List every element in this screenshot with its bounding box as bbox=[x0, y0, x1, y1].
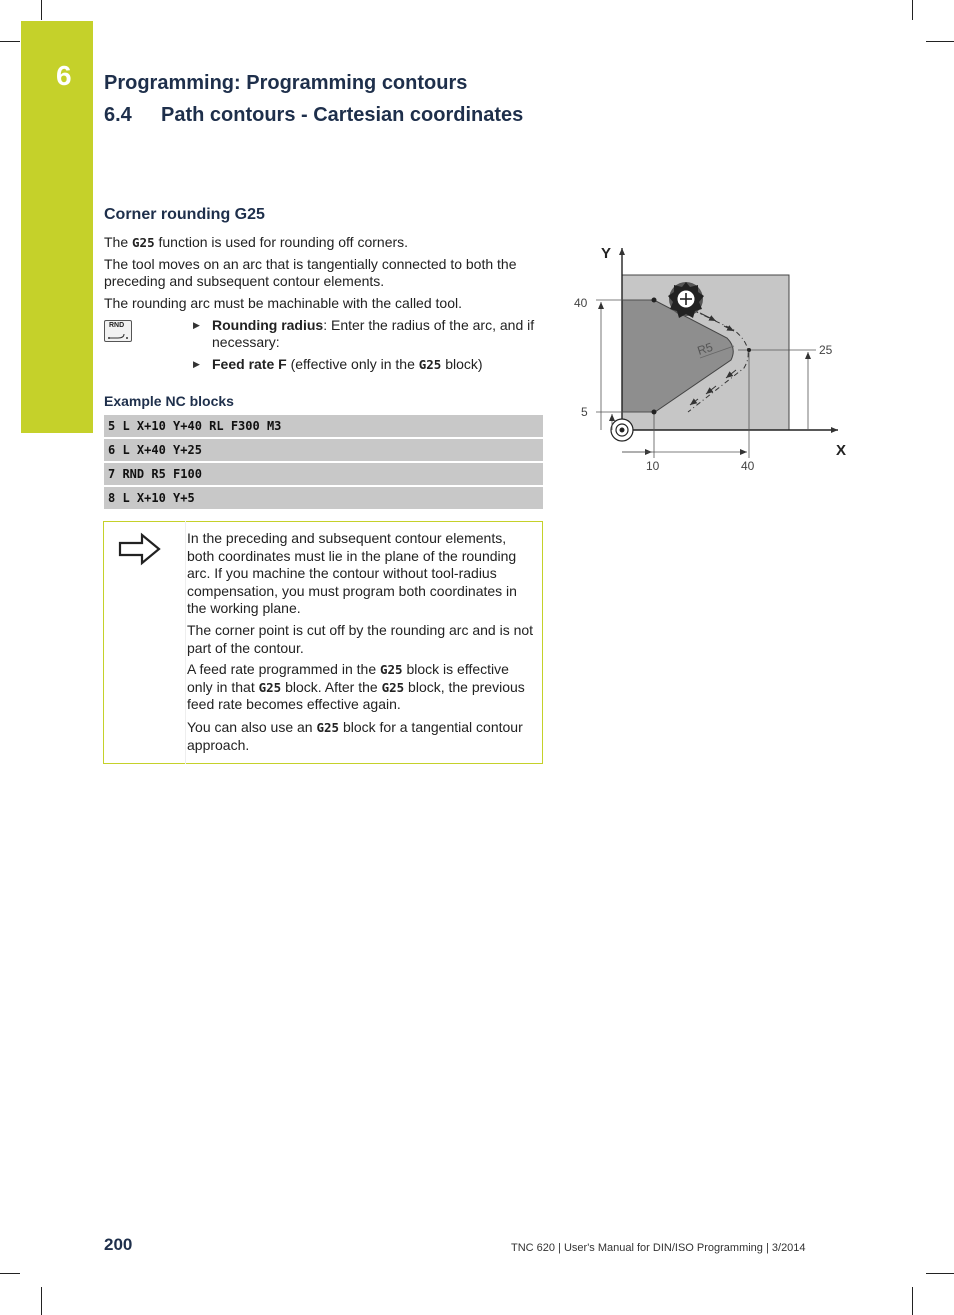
bullet-feed-rate: Feed rate F (effective only in the G25 block) bbox=[212, 356, 483, 372]
dimension-x-40: 40 bbox=[741, 459, 755, 473]
nc-block-row: 5 L X+10 Y+40 RL F300 M3 bbox=[104, 415, 543, 437]
x-axis-label: X bbox=[836, 442, 847, 459]
intro-paragraph: The G25 function is used for rounding off corners. bbox=[104, 234, 409, 250]
section-title: Path contours - Cartesian coordinates bbox=[161, 104, 524, 126]
page-number: 200 bbox=[104, 1235, 133, 1254]
origin-dot bbox=[620, 428, 625, 433]
chapter-title: Programming: Programming contours bbox=[104, 72, 468, 94]
nc-block-row: 7 RND R5 F100 bbox=[104, 463, 543, 485]
paragraph-machinable: The rounding arc must be machinable with the called tool. bbox=[104, 295, 462, 311]
contour-point bbox=[652, 410, 657, 415]
note-paragraph-coordinates: In the preceding and subsequent contour elements, both coordinates must lie in the plane of the rounding arc. If you machine the contour without tool-radius compensation, you must program both coordinates in the working plane. bbox=[187, 530, 517, 616]
crop-mark bbox=[0, 1273, 20, 1274]
corner-rounding-figure bbox=[560, 235, 860, 475]
bullet-rounding-radius: Rounding radius: Enter the radius of the arc, and if necessary: bbox=[212, 317, 535, 350]
crop-mark bbox=[41, 0, 42, 20]
note-paragraph-feed-rate: A feed rate programmed in the G25 block is effective only in that G25 block. After the G25 block, the previous feed rate becomes effective again. bbox=[187, 661, 525, 712]
dimension-y-5: 5 bbox=[581, 405, 588, 419]
y-axis-label: Y bbox=[601, 245, 612, 262]
radius-label: R5 bbox=[695, 339, 715, 358]
dimension-y-40: 40 bbox=[574, 296, 588, 310]
paragraph-tool-moves: The tool moves on an arc that is tangentially connected to both the preceding and subsequent contour elements. bbox=[104, 256, 517, 289]
rnd-softkey-label: RND bbox=[109, 322, 125, 329]
crop-mark bbox=[926, 1273, 954, 1274]
crop-mark bbox=[41, 1287, 42, 1315]
dimension-x-10: 10 bbox=[646, 459, 660, 473]
rounded-corner-icon bbox=[108, 332, 130, 340]
contour-point bbox=[747, 348, 751, 352]
crop-mark bbox=[912, 0, 913, 20]
crop-mark bbox=[912, 1287, 913, 1315]
footer-text: TNC 620 | User's Manual for DIN/ISO Programming | 3/2014 bbox=[511, 1242, 806, 1254]
note-divider bbox=[185, 521, 186, 764]
contour-point bbox=[652, 298, 657, 303]
note-paragraph-corner-point: The corner point is cut off by the rounding arc and is not part of the contour. bbox=[187, 622, 534, 656]
triangle-bullet-icon: ▶ bbox=[193, 359, 200, 369]
arrow-right-icon bbox=[118, 532, 162, 566]
section-number: 6.4 bbox=[104, 104, 132, 126]
rnd-softkey[interactable] bbox=[104, 320, 132, 342]
section-heading: Corner rounding G25 bbox=[104, 206, 265, 223]
example-heading: Example NC blocks bbox=[104, 393, 234, 409]
note-paragraph-tangential: You can also use an G25 block for a tangential contour approach. bbox=[187, 719, 523, 753]
crop-mark bbox=[0, 41, 20, 42]
crop-mark bbox=[926, 41, 954, 42]
nc-block-row: 8 L X+10 Y+5 bbox=[104, 487, 543, 509]
triangle-bullet-icon: ▶ bbox=[193, 320, 200, 330]
chapter-number: 6 bbox=[56, 60, 72, 91]
nc-block-row: 6 L X+40 Y+25 bbox=[104, 439, 543, 461]
dimension-y-25: 25 bbox=[819, 343, 833, 357]
